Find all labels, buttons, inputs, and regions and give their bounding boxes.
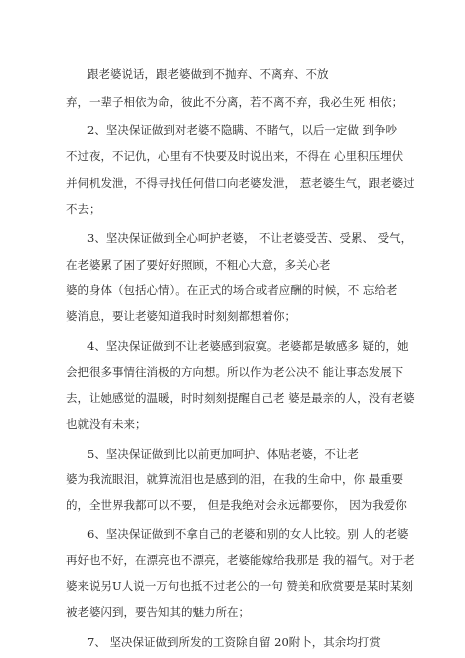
text-line: 会把很多事情往消极的方向想。所以作为老公决不 能让事态发展下 <box>66 365 404 379</box>
text-line: 不过夜，不记仇，心里有不快要及时说出来，不得在 心里积压埋伏 <box>66 149 404 163</box>
text-line: 3、坚决保证做到全心呵护老婆， 不让老婆受苦、受累、 受气， <box>87 231 413 245</box>
text-line: 被老婆闪到，要告知其的魅力所在； <box>66 605 250 619</box>
text-line: 婆为我流眼泪，就算流泪也是感到的泪，在我的生命中，你 最重要 <box>66 472 404 486</box>
text-line: 6、坚决保证做到不拿自己的老婆和别的女人比较。别 人的老婆 <box>87 527 409 541</box>
text-line: 婆来说另U人说一万句也抵不过老公的一句 赞美和欣赏要是某时某刻 <box>66 579 413 593</box>
text-line: 的，全世界我都可以不要， 但是我绝对会永远都要你， 因为我爱你 <box>66 498 407 512</box>
text-line: 也就没有未来； <box>66 417 147 431</box>
text-line: 4、坚决保证做到不让老婆感到寂寞。老婆都是敏感多 疑的，她 <box>87 339 409 353</box>
text-line: 不去； <box>66 202 101 216</box>
text-line: 弃，一辈子相依为命，彼此不分离，若不离不弃，我必生死 相依； <box>66 95 404 109</box>
text-line: 婆消息，要让老婆知道我时时刻刻都想着你； <box>66 309 296 323</box>
text-line: 去，让她感觉的温暖，时时刻刻提醒自己老 婆是最亲的人，没有老婆 <box>66 391 415 405</box>
text-line: 5、坚决保证做到比以前更加呵护、体贴老婆，不让老 <box>87 447 359 461</box>
text-line: 7、 坚决保证做到所发的工资除自留 20附卜，其余均打赏 <box>87 635 381 649</box>
text-line: 并伺机发泄，不得寻找任何借口向老婆发泄， 惹老婆生气，跟老婆过 <box>66 176 415 190</box>
text-line: 2、坚决保证做到对老婆不隐瞒、不睹气，以后一定做 到争吵 <box>87 123 397 137</box>
text-line: 在老婆累了困了要好好照顾，不粗心大意，多关心老 <box>66 258 331 272</box>
text-line: 再好也不好，在漂亮也不漂亮，老婆能嫁给我那是 我的福气。对于老 <box>66 553 415 567</box>
text-line: 婆的身体（包括心情）。在正式的场合或者应酬的时候，不 忘给老 <box>66 283 398 297</box>
text-line: 跟老婆说话，跟老婆做到不抛弃、不离弃、不放 <box>87 67 329 81</box>
